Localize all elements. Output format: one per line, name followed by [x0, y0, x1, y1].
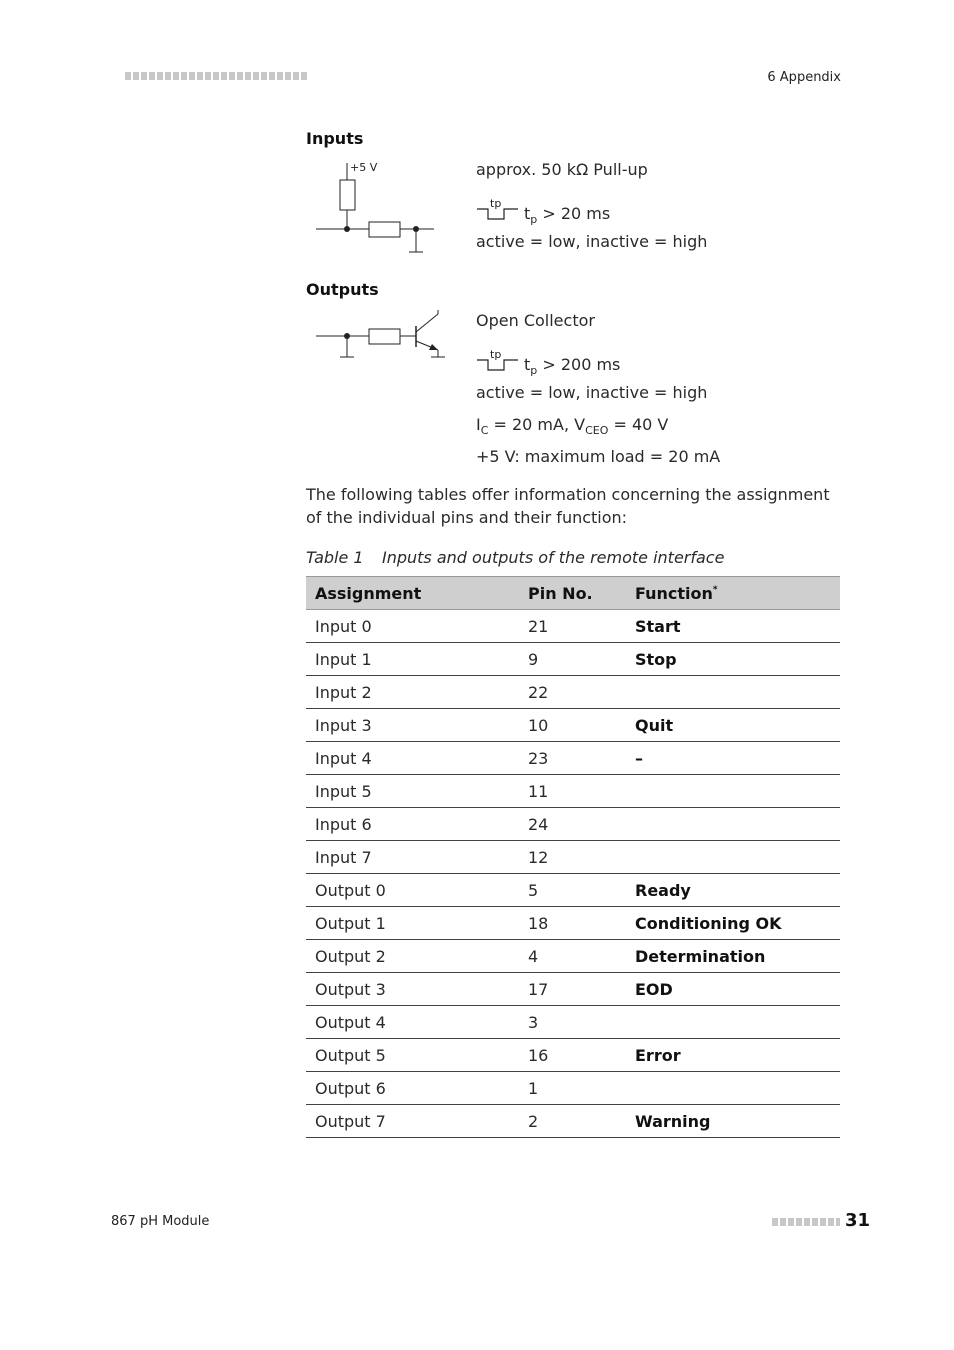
pin-cell: 22: [519, 676, 626, 709]
input-spec-active: active = low, inactive = high: [476, 232, 708, 251]
header-function: Function*: [626, 577, 840, 610]
table-caption: [306, 548, 724, 567]
caption-text: Inputs and outputs of the remote interface: [382, 548, 725, 567]
table-row: [306, 1072, 840, 1105]
pulse-label: tp: [490, 198, 502, 210]
function-cell: Conditioning OK: [626, 907, 840, 940]
tp-value: > 200 ms: [537, 355, 621, 374]
pin-cell: 16: [519, 1039, 626, 1072]
pin-cell: 18: [519, 907, 626, 940]
table-header-row: [306, 577, 840, 610]
assignment-cell: Output 6: [306, 1072, 519, 1105]
input-spec-pullup: approx. 50 kΩ Pull-up: [476, 160, 648, 179]
function-cell: [626, 808, 840, 841]
table-row: [306, 1105, 840, 1138]
pin-cell: 9: [519, 643, 626, 676]
table-row: [306, 709, 840, 742]
table-row: [306, 1039, 840, 1072]
footnote-marker: *: [712, 584, 718, 595]
output-circuit-diagram: [314, 310, 454, 365]
pin-cell: 17: [519, 973, 626, 1006]
output-spec-collector: Open Collector: [476, 311, 595, 330]
table-row: [306, 610, 840, 643]
tp-sub: p: [530, 364, 538, 377]
pulse-icon: [476, 198, 520, 222]
table-row: [306, 808, 840, 841]
function-cell: Determination: [626, 940, 840, 973]
pin-cell: 23: [519, 742, 626, 775]
table-row: [306, 973, 840, 1006]
pin-cell: 10: [519, 709, 626, 742]
footer-decoration: [772, 1218, 840, 1226]
function-cell: Ready: [626, 874, 840, 907]
pin-cell: 24: [519, 808, 626, 841]
table-row: [306, 676, 840, 709]
table-row: [306, 742, 840, 775]
assignment-cell: Input 3: [306, 709, 519, 742]
pulse-label: tp: [490, 349, 502, 361]
assignment-cell: Input 6: [306, 808, 519, 841]
assignment-cell: Input 7: [306, 841, 519, 874]
output-spec-load: +5 V: maximum load = 20 mA: [476, 447, 721, 466]
function-cell: [626, 676, 840, 709]
assignment-cell: Output 2: [306, 940, 519, 973]
pin-cell: 12: [519, 841, 626, 874]
pin-cell: 21: [519, 610, 626, 643]
assignment-cell: Input 4: [306, 742, 519, 775]
footer-product: 867 pH Module: [111, 1214, 210, 1229]
table-row: [306, 874, 840, 907]
tp-sub: p: [530, 213, 538, 226]
intro-paragraph: The following tables offer information concerning the assignment of the individual pins and their function:: [306, 485, 830, 527]
output-spec-pulse: [476, 349, 620, 375]
function-cell: Stop: [626, 643, 840, 676]
tp-value: > 20 ms: [537, 204, 611, 223]
input-spec-pulse: [476, 198, 610, 224]
header-decoration: [125, 72, 307, 80]
function-cell: [626, 841, 840, 874]
function-cell: Start: [626, 610, 840, 643]
pin-assignment-table: [306, 576, 840, 1138]
header-section-title: 6 Appendix: [767, 70, 841, 85]
function-cell: –: [626, 742, 840, 775]
function-cell: EOD: [626, 973, 840, 1006]
pin-cell: 4: [519, 940, 626, 973]
table-row: [306, 775, 840, 808]
assignment-cell: Output 3: [306, 973, 519, 1006]
pin-cell: 3: [519, 1006, 626, 1039]
function-cell: Quit: [626, 709, 840, 742]
inputs-heading: Inputs: [306, 129, 364, 148]
pin-cell: 11: [519, 775, 626, 808]
table-row: [306, 907, 840, 940]
table-row: [306, 841, 840, 874]
table-row: [306, 940, 840, 973]
tp-t: t: [524, 204, 531, 223]
assignment-cell: Input 0: [306, 610, 519, 643]
pin-cell: 5: [519, 874, 626, 907]
assignment-cell: Output 5: [306, 1039, 519, 1072]
function-cell: [626, 775, 840, 808]
input-circuit-diagram: [314, 158, 434, 258]
pin-cell: 2: [519, 1105, 626, 1138]
input-circuit-label: +5 V: [350, 161, 378, 174]
assignment-cell: Output 7: [306, 1105, 519, 1138]
pulse-icon: [476, 349, 520, 373]
header-pin: Pin No.: [519, 577, 626, 610]
assignment-cell: Output 4: [306, 1006, 519, 1039]
output-spec-active: active = low, inactive = high: [476, 383, 708, 402]
caption-label: Table 1: [306, 548, 364, 567]
function-cell: [626, 1006, 840, 1039]
output-spec-current: $I_C = 20$ mA, $V_{CEO} = 40$ V: [476, 415, 669, 437]
page-number: 31: [845, 1210, 871, 1231]
table-row: [306, 1006, 840, 1039]
assignment-cell: Input 1: [306, 643, 519, 676]
assignment-cell: Output 0: [306, 874, 519, 907]
assignment-cell: Input 2: [306, 676, 519, 709]
outputs-heading: Outputs: [306, 280, 379, 299]
assignment-cell: Input 5: [306, 775, 519, 808]
function-cell: Warning: [626, 1105, 840, 1138]
tp-t: t: [524, 355, 531, 374]
function-cell: [626, 1072, 840, 1105]
function-cell: Error: [626, 1039, 840, 1072]
table-row: [306, 643, 840, 676]
header-assignment: Assignment: [306, 577, 519, 610]
pin-cell: 1: [519, 1072, 626, 1105]
assignment-cell: Output 1: [306, 907, 519, 940]
